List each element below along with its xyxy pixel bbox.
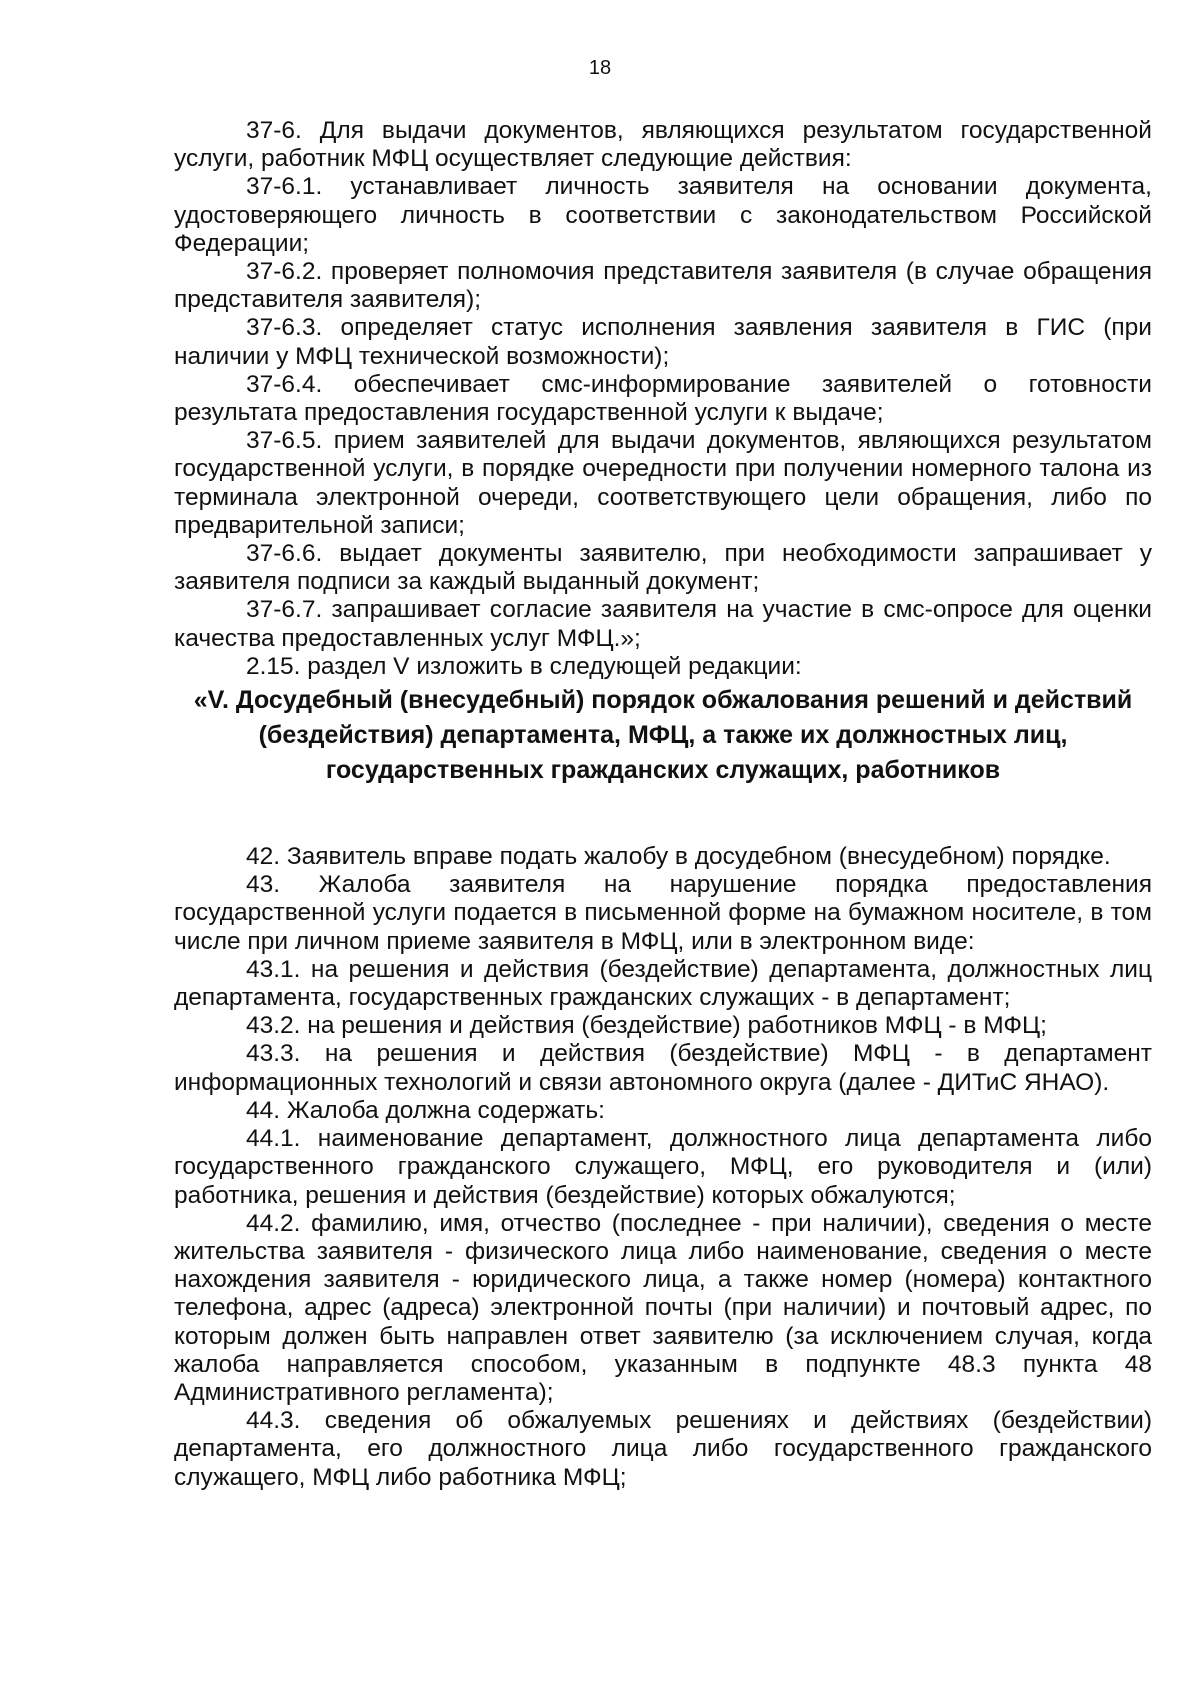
paragraph-37-6-7: 37-6.7. запрашивает согласие заявителя на участие в смс-опросе для оценки качества предоставленных услуг МФЦ.»; bbox=[174, 596, 1152, 652]
paragraph-37-6-5: 37-6.5. прием заявителей для выдачи документов, являющихся результатом государственной услуги, в порядке очередности при получении номерного талона из терминала электронной очереди, соответствующего цели обращения, либо по предварительной записи; bbox=[174, 427, 1152, 539]
paragraph-44: 44. Жалоба должна содержать: bbox=[246, 1096, 605, 1124]
paragraph-37-6: 37-6. Для выдачи документов, являющихся результатом государственной услуги, работник МФЦ осуществляет следующие действия: bbox=[174, 117, 1152, 173]
paragraph-43-1: 43.1. на решения и действия (бездействие) департамента, должностных лиц департамента, государственных гражданских служащих - в департамент; bbox=[174, 955, 1152, 1012]
document-body bbox=[174, 117, 1152, 1492]
paragraph-37-6-2: 37-6.2. проверяет полномочия представителя заявителя (в случае обращения представителя заявителя); bbox=[174, 258, 1152, 314]
paragraph-37-6-3: 37-6.3. определяет статус исполнения заявления заявителя в ГИС (при наличии у МФЦ технической возможности); bbox=[174, 314, 1152, 370]
paragraph-37-6-6: 37-6.6. выдает документы заявителю, при необходимости запрашивает у заявителя подписи за каждый выданный документ; bbox=[174, 540, 1152, 596]
page-number: 18 bbox=[588, 57, 612, 79]
paragraph-42: 42. Заявитель вправе подать жалобу в досудебном (внесудебном) порядке. bbox=[246, 843, 1111, 871]
section-heading: «V. Досудебный (внесудебный) порядок обжалования решений и действий (бездействия) департамента, МФЦ, а также их должностных лиц, государственных гражданских служащих, работников bbox=[193, 686, 1133, 785]
paragraph-44-3: 44.3. сведения об обжалуемых решениях и действиях (бездействии) департамента, его должностного лица либо государственного гражданского служащего, МФЦ либо работника МФЦ; bbox=[174, 1407, 1152, 1491]
paragraph-43-2: 43.2. на решения и действия (бездействие) работников МФЦ - в МФЦ; bbox=[246, 1012, 1047, 1040]
paragraph-37-6-4: 37-6.4. обеспечивает смс-информирование заявителей о готовности результата предоставления государственной услуги к выдаче; bbox=[174, 370, 1152, 427]
paragraph-43: 43. Жалоба заявителя на нарушение порядка предоставления государственной услуги подается в письменной форме на бумажном носителе, в том числе при личном приеме заявителя в МФЦ, или в электронном виде: bbox=[174, 871, 1152, 955]
paragraph-44-2: 44.2. фамилию, имя, отчество (последнее - при наличии), сведения о месте жительства заявителя - физического лица либо наименование, сведения о месте нахождения заявителя - юридического лица, а также номер (номера) контактного телефона, адрес (адреса) электронной почты (при наличии) и почтовый адрес, по которым должен быть направлен ответ заявителю (за исключением случая, когда жалоба направляется способом, указанным в подпункте 48.3 пункта 48 Административного регламента); bbox=[174, 1209, 1152, 1406]
paragraph-44-1: 44.1. наименование департамент, должностного лица департамента либо государственного гражданского служащего, МФЦ, его руководителя и (или) работника, решения и действия (бездействие) которых обжалуются; bbox=[174, 1125, 1152, 1209]
section-spacer bbox=[174, 788, 1152, 843]
paragraph-43-3: 43.3. на решения и действия (бездействие) МФЦ - в департамент информационных технологий и связи автономного округа (далее - ДИТиС ЯНАО). bbox=[174, 1040, 1152, 1096]
paragraph-2-15: 2.15. раздел V изложить в следующей редакции: bbox=[246, 652, 802, 680]
paragraph-37-6-1: 37-6.1. устанавливает личность заявителя на основании документа, удостоверяющего личность в соответствии с законодательством Российской Федерации; bbox=[174, 173, 1152, 257]
